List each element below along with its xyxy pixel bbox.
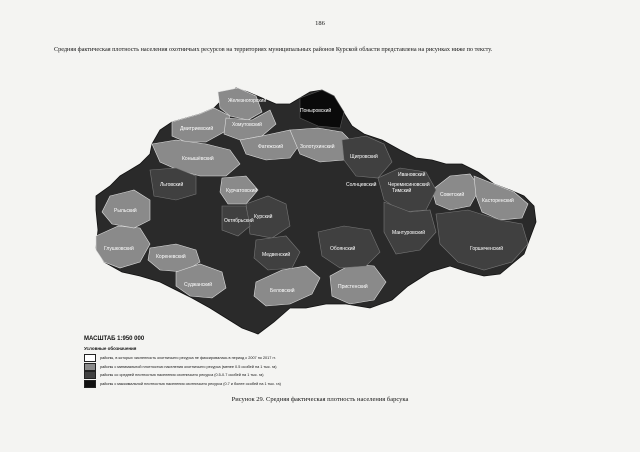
intro-text: Средняя фактическая плотность населения охотничьих ресурсов на территориях муниципальных районов Курской области представлена на рисунках ниже по тексту. xyxy=(54,46,493,53)
legend-label: районы с максимальной плотностью населения охотничьего ресурса (0.7 и более особей на 1 тыс. га) xyxy=(100,381,281,386)
map-label: Солнцевский xyxy=(346,182,377,188)
map-label: Октябрьский xyxy=(224,218,254,224)
map-label: Льговский xyxy=(160,182,184,188)
map-label: Советский xyxy=(440,192,465,198)
map-label: Хомутовский xyxy=(232,122,262,128)
map-label: Золотухинский xyxy=(300,144,335,150)
map-label: Фатежский xyxy=(258,144,284,150)
legend-item xyxy=(84,380,324,389)
map-label: Обоянский xyxy=(330,246,356,252)
map-label: Тимский xyxy=(392,188,412,194)
map-label: Мантуровский xyxy=(392,230,425,236)
map-label: Касторенский xyxy=(482,198,514,204)
map-label: Щигровский xyxy=(350,154,378,160)
legend-label: районы, в которых численность охотничьего ресурса не фиксировалась в период с 2007 по 2017 гг. xyxy=(100,356,276,361)
map-label: Поныровский xyxy=(300,108,332,114)
legend-swatch xyxy=(84,363,96,371)
map-label: Рыльский xyxy=(114,208,137,214)
legend-item xyxy=(84,363,324,372)
map-label: Суджанский xyxy=(184,282,213,288)
map-label: Железногорский xyxy=(228,98,267,104)
legend-label: районы с минимальной плотностью населения охотничьего ресурса (менее 0.5 особей на 1 тыс. га) xyxy=(100,364,277,369)
map-label: Горшеченский xyxy=(470,246,503,252)
map-label: Кореневский xyxy=(156,254,186,260)
map-label: Пристенский xyxy=(338,284,368,290)
map-label: Черемисиновский xyxy=(388,182,430,188)
map-label: Курский xyxy=(254,214,273,220)
map-label: Медвенский xyxy=(262,252,291,258)
legend-label: районы со средней плотностью населения охотничьего ресурса (0.5-0.7 особей на 1 тыс. га) xyxy=(100,373,264,378)
map-label: Конышёвский xyxy=(182,156,214,162)
map-label: Глушковский xyxy=(104,246,134,252)
map-scale: МАСШТАБ 1:950 000 xyxy=(84,336,145,342)
legend-swatch xyxy=(84,380,96,388)
map-label: Ивановский xyxy=(398,172,426,178)
map-label: Беловский xyxy=(270,288,295,294)
legend-title: Условные обозначения xyxy=(84,346,137,351)
map-label: Курчатовский xyxy=(226,188,258,194)
map-label: Дмитриевский xyxy=(180,126,214,132)
legend-swatch xyxy=(84,371,96,379)
legend-swatch xyxy=(84,354,96,362)
page-number: 186 xyxy=(315,20,325,27)
map-legend xyxy=(84,354,324,388)
legend-item xyxy=(84,371,324,380)
legend-item xyxy=(84,354,324,363)
figure-caption: Рисунок 29. Средняя фактическая плотность населения барсука xyxy=(231,396,409,403)
